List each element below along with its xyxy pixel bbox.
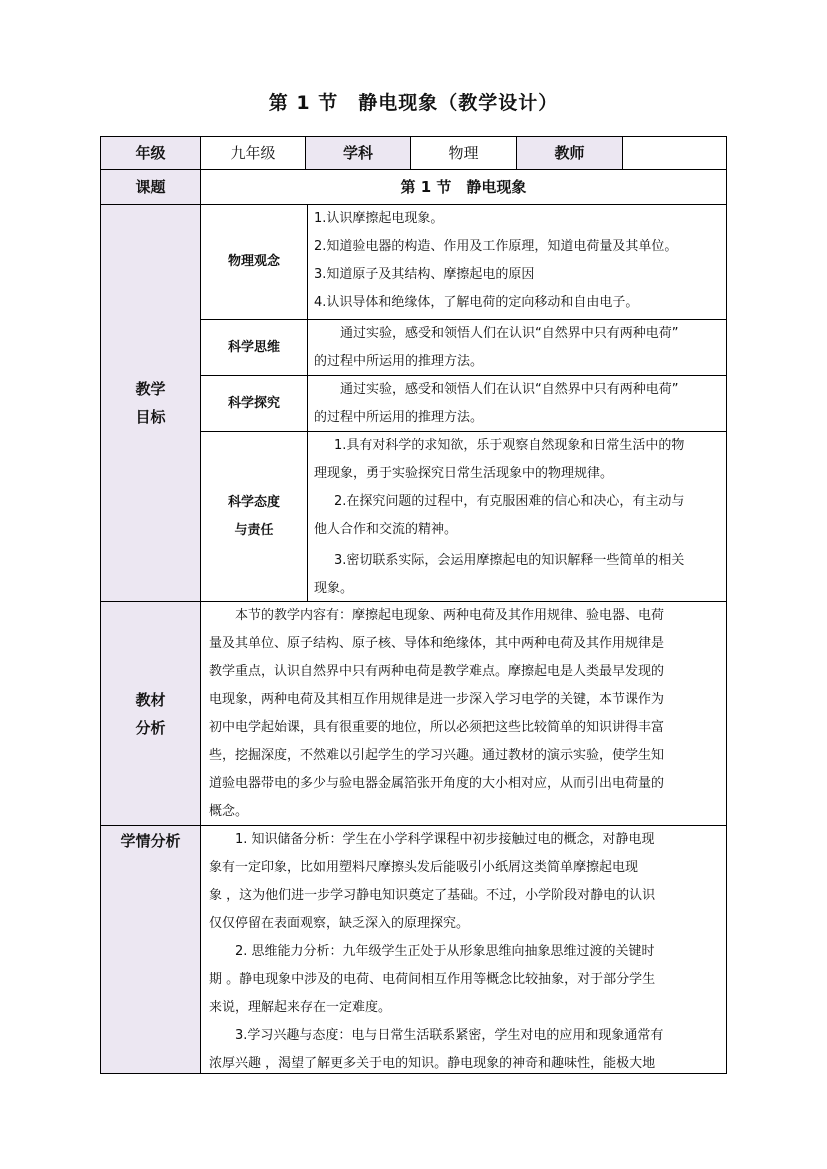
physics-concept-items bbox=[307, 204, 727, 320]
subject-value: 物理 bbox=[410, 136, 517, 170]
attitude-label bbox=[200, 431, 308, 602]
scientific-thinking-text bbox=[307, 319, 727, 376]
scientific-thinking-label: 科学思维 bbox=[200, 319, 308, 376]
text-line: 3.学习兴趣与态度：电与日常生活联系紧密，学生对电的应用和现象通常有 bbox=[235, 1028, 664, 1043]
physics-item: 2.知道验电器的构造、作用及工作原理，知道电荷量及其单位。 bbox=[314, 239, 678, 254]
attitude-label-line2: 与责任 bbox=[234, 522, 274, 538]
goals-label bbox=[100, 204, 201, 602]
students-text bbox=[200, 825, 727, 1074]
text-line: 的过程中所运用的推理方法。 bbox=[314, 410, 484, 425]
topic-value: 第 1 节 静电现象 bbox=[200, 169, 727, 205]
material-text bbox=[200, 601, 727, 826]
grade-label: 年级 bbox=[100, 136, 201, 170]
text-line: 道验电器带电的多少与验电器金属箔张开角度的大小相对应，从而引出电荷量的 bbox=[209, 776, 665, 791]
text-line: 象有一定印象，比如用塑料尺摩擦头发后能吸引小纸屑这类简单摩擦起电现 bbox=[209, 860, 639, 875]
text-line: 仅仅停留在表面观察，缺乏深入的原理探究。 bbox=[209, 916, 470, 931]
text-line: 电现象，两种电荷及其相互作用规律是进一步深入学习电学的关键，本节课作为 bbox=[209, 692, 665, 707]
goals-label-line2: 目标 bbox=[135, 408, 166, 426]
text-line: 浓厚兴趣 ，渴望了解更多关于电的知识。静电现象的神奇和趣味性，能极大地 bbox=[209, 1056, 656, 1071]
text-line: 通过实验，感受和领悟人们在认识“自然界中只有两种电荷” bbox=[340, 326, 679, 341]
students-label-cell bbox=[100, 825, 201, 1074]
text-line: 他人合作和交流的精神。 bbox=[314, 522, 458, 537]
text-line: 教学重点，认识自然界中只有两种电荷是教学难点。摩擦起电是人类最早发现的 bbox=[209, 664, 665, 679]
grade-value: 九年级 bbox=[200, 136, 306, 170]
material-label-line2: 分析 bbox=[135, 718, 166, 737]
material-label-line1: 教材 bbox=[135, 690, 166, 709]
text-line: 期 。静电现象中涉及的电荷、电荷间相互作用等概念比较抽象，对于部分学生 bbox=[209, 972, 656, 987]
physics-concept-label: 物理观念 bbox=[200, 204, 308, 320]
text-line: 初中电学起始课，具有很重要的地位，所以必须把这些比较简单的知识讲得丰富 bbox=[209, 720, 665, 735]
teacher-label: 教师 bbox=[516, 136, 623, 170]
text-line: 的过程中所运用的推理方法。 bbox=[314, 354, 484, 369]
text-line: 2.在探究问题的过程中，有克服困难的信心和决心，有主动与 bbox=[334, 494, 685, 509]
topic-label: 课题 bbox=[100, 169, 201, 205]
text-line: 理现象，勇于实验探究日常生活现象中的物理规律。 bbox=[314, 466, 614, 481]
goals-label-line1: 教学 bbox=[135, 380, 166, 398]
attitude-label-line1: 科学态度 bbox=[227, 494, 280, 510]
text-line: 2. 思维能力分析：九年级学生正处于从形象思维向抽象思维过渡的关键时 bbox=[235, 944, 655, 959]
material-label bbox=[100, 601, 201, 826]
text-line: 1. 知识储备分析：学生在小学科学课程中初步接触过电的概念，对静电现 bbox=[235, 832, 655, 847]
teacher-value bbox=[622, 136, 727, 170]
scientific-inquiry-label: 科学探究 bbox=[200, 375, 308, 432]
text-line: 3.密切联系实际，会运用摩擦起电的知识解释一些简单的相关 bbox=[334, 553, 685, 568]
students-label: 学情分析 bbox=[120, 832, 181, 850]
attitude-text bbox=[307, 431, 727, 602]
physics-item: 3.知道原子及其结构、摩擦起电的原因 bbox=[314, 267, 535, 282]
physics-item: 4.认识导体和绝缘体，了解电荷的定向移动和自由电子。 bbox=[314, 295, 639, 310]
text-line: 象 ，这为他们进一步学习静电知识奠定了基础。不过，小学阶段对静电的认识 bbox=[209, 888, 656, 903]
subject-label: 学科 bbox=[305, 136, 411, 170]
page-title: 第 1 节 静电现象（教学设计） bbox=[268, 92, 559, 114]
text-line: 本节的教学内容有：摩擦起电现象、两种电荷及其作用规律、验电器、电荷 bbox=[235, 608, 665, 623]
text-line: 现象。 bbox=[314, 581, 354, 596]
text-line: 1.具有对科学的求知欲，乐于观察自然现象和日常生活中的物 bbox=[334, 438, 685, 453]
text-line: 量及其单位、原子结构、原子核、导体和绝缘体，其中两种电荷及其作用规律是 bbox=[209, 636, 665, 651]
text-line: 通过实验，感受和领悟人们在认识“自然界中只有两种电荷” bbox=[340, 382, 679, 397]
scientific-inquiry-text bbox=[307, 375, 727, 432]
physics-item: 1.认识摩擦起电现象。 bbox=[314, 211, 444, 226]
text-line: 概念。 bbox=[209, 804, 249, 819]
text-line: 些，挖掘深度，不然难以引起学生的学习兴趣。通过教材的演示实验，使学生知 bbox=[209, 748, 665, 763]
text-line: 来说，理解起来存在一定难度。 bbox=[209, 1000, 392, 1015]
